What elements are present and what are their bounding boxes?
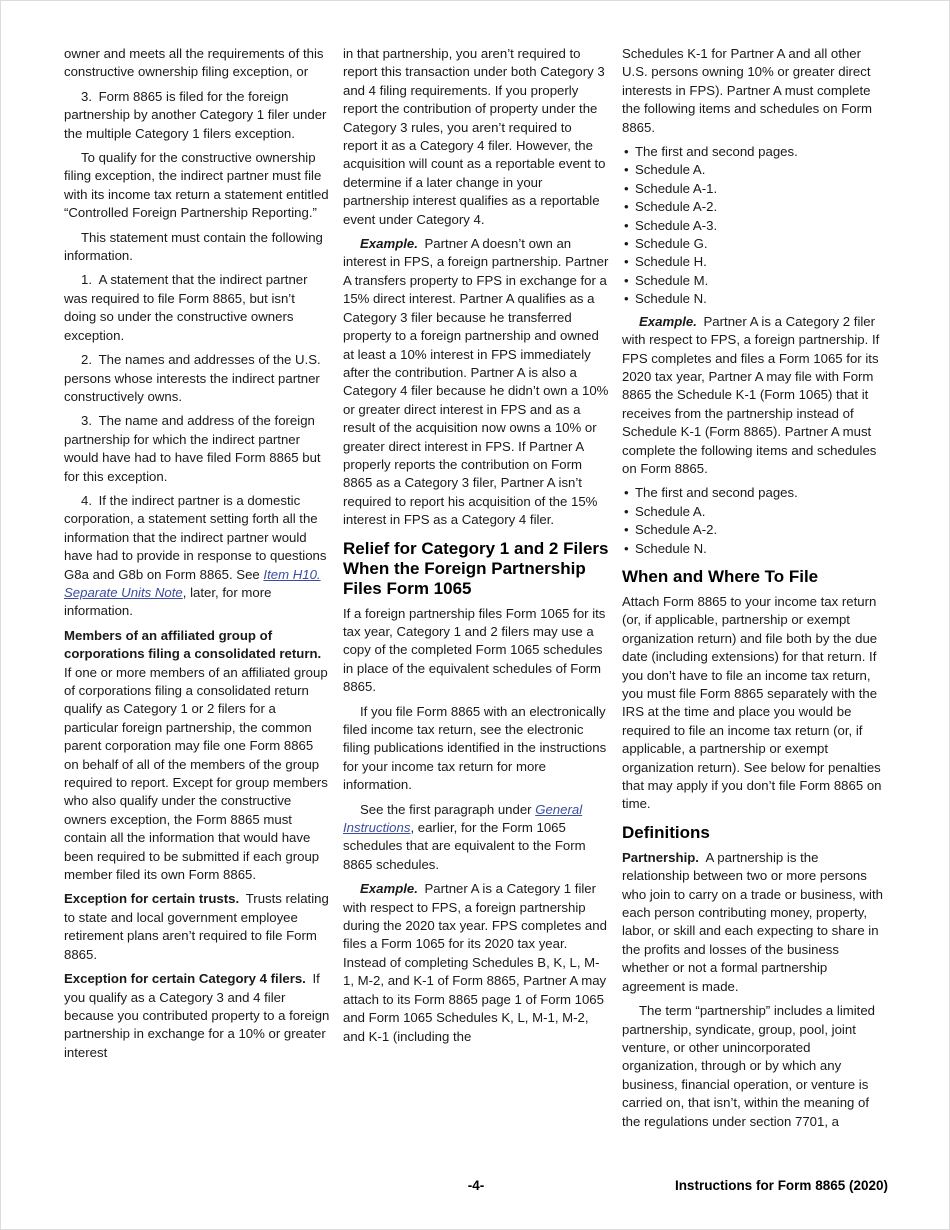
paragraph-text: Trusts relating to state and local government employee retirement plans aren’t required to file Form 8865. (64, 891, 329, 962)
paragraph: If you file Form 8865 with an electronically filed income tax return, see the electronic filing publications identified in the instructions for your income tax return for more information. (343, 703, 607, 793)
paragraph-text: 4. If the indirect partner is a domestic corporation, a statement setting forth all the information that the indirect partner would have had to provide in response to questions G8a and G8b on Form 8865. See (64, 492, 327, 582)
paragraph-text: If you qualify as a Category 3 and 4 filer because you contributed property to a foreign partnership in exchange for a 10% or greater interest (64, 971, 330, 1060)
example-paragraph (343, 235, 609, 530)
paragraph-continuation: in that partnership, you aren’t required to report this transaction under both Category 3 and 4 filing requirements. If you properly report the contribution of property under the Category 3 rules, you aren’t required to report it as a Category 4 filer. However, the acquisition will count as a reportable event to determine if a later change in your partnership interest qualifies as a reportable event under Category 4. (343, 46, 606, 227)
run-in-paragraph (622, 849, 888, 996)
paragraph-continuation: Schedules K-1 for Partner A and all other U.S. persons owning 10% or greater direct interests in FPS). Partner A must complete the following items and schedules on Form 8865. (622, 46, 872, 135)
page-footer (64, 1178, 888, 1196)
schedule-list-category-1 (622, 143, 888, 309)
list-item: • The first and second pages. (622, 484, 888, 502)
example-label: Example. (360, 881, 418, 897)
section-heading-relief: Relief for Category 1 and 2 Filers When the Foreign Partnership Files Form 1065 (343, 538, 609, 598)
list-item: • Schedule A-1. (622, 180, 888, 198)
general-instructions-link[interactable]: General Instructions (343, 801, 583, 836)
footer-document-title: Instructions for Form 8865 (2020) (674, 1178, 888, 1193)
numbered-item (64, 492, 330, 621)
run-in-heading: Exception for certain Category 4 filers. (64, 971, 306, 987)
list-item: • Schedule N. (622, 290, 888, 308)
list-item: • Schedule A-3. (622, 217, 888, 235)
column-1 (64, 45, 330, 1159)
paragraph: The term “partnership” includes a limited partnership, syndicate, group, pool, joint venture, or other unincorporated organization, through or by which any business, financial operation, or venture is carried on, that isn’t, within the meaning of the regulations under section 7701, a (622, 1003, 876, 1129)
paragraph-continuation: owner and meets all the requirements of this constructive ownership filing exception, or (64, 46, 324, 80)
paragraph: Attach Form 8865 to your income tax return (or, if applicable, partnership or exempt organization return) and file both by the due date (including extensions) for that return. If you don’t have to file an income tax return, you must file Form 8865 separately with the IRS at the time and place you would be required to file an income tax return (or, if applicable, a partnership or exempt organization return). See below for penalties that may apply if you don’t file Form 8865 on time. (622, 593, 882, 812)
list-item: • Schedule A. (622, 503, 888, 521)
example-paragraph (343, 880, 609, 1046)
numbered-item: 3. The name and address of the foreign partnership for which the indirect partner would have had to have filed Form 8865 but for this exception. (64, 413, 321, 484)
paragraph-text: Partner A doesn’t own an interest in FPS, a foreign partnership. Partner A transfers property to FPS in exchange for a 15% direct interest. Partner A qualifies as a Category 3 filer because he transferred property to a foreign partnership and owned at least a 10% interest in FPS immediately after the contribution. Partner A is also a Category 4 filer because he didn’t own a 10% or greater direct interest in FPS and as a result of the acquisition now owns a 10% or greater direct interest in FPS. If Partner A properly reports the contribution on Form 8865 as a Category 3 filer, Partner A isn’t required to report his acquisition of the 15% interest in FPS as a Category 4 filer. (343, 236, 609, 528)
list-item: • Schedule A-2. (622, 521, 888, 539)
list-item: • Schedule N. (622, 540, 888, 558)
column-3 (622, 45, 888, 1159)
paragraph-text: Partner A is a Category 1 filer with respect to FPS, a foreign partnership during the 2020 tax year. FPS completes and files a Form 1065 for its 2020 tax year. Instead of completing Schedules B, K, L, M-1, M-2, and K-1 of Form 8865, Partner A may attach to its Form 8865 page 1 of Form 1065 and Form 1065 Schedules K, L, M-1, M-2, and K-1 (including the (343, 881, 607, 1044)
run-in-paragraph (64, 970, 330, 1062)
paragraph: If a foreign partnership files Form 1065 for its tax year, Category 1 and 2 filers may use a copy of the completed Form 1065 schedules in place of the equivalent schedules of Form 8865. (343, 605, 606, 695)
run-in-paragraph (64, 627, 330, 885)
numbered-item: 2. The names and addresses of the U.S. persons whose interests the indirect partner constructively owns. (64, 352, 321, 404)
page-number: -4- (467, 1178, 485, 1193)
run-in-paragraph (64, 890, 330, 964)
paragraph-text: , earlier, for the Form 1065 schedules that are equivalent to the Form 8865 schedules. (343, 820, 586, 872)
paragraph: To qualify for the constructive ownership filing exception, the indirect partner must file with its income tax return a statement entitled “Controlled Foreign Partnership Reporting.” (64, 150, 329, 221)
paragraph-text: , later, for more information. (64, 584, 272, 619)
item-h10-separate-units-note-link[interactable]: Item H10. Separate Units Note (64, 566, 321, 600)
paragraph-text: Partner A is a Category 2 filer with respect to FPS, a foreign partnership. If FPS completes and files a Form 1065 for its 2020 tax year, Partner A may file with Form 8865 the Schedule K-1 (Form 1065) that it receives from the partnership instead of Schedule K-1 (Form 8865). Partner A must complete the following items and schedules on Form 8865. (622, 313, 880, 476)
run-in-heading: Members of an affiliated group of corporations filing a consolidated return. (64, 627, 322, 662)
section-heading-when-where-to-file: When and Where To File (622, 566, 819, 586)
paragraph-text: If one or more members of an affiliated group of corporations filing a consolidated return qualify as Category 1 or 2 filers for a particular foreign partnership, the common parent corporation may file one Form 8865 on behalf of all of the members of the group required to report. Except for group members who also qualify under the constructive owners exception, the Form 8865 must contain all the information that would have been required to be submitted if each group member filed its own Form 8865. (64, 646, 328, 883)
run-in-heading: Partnership. (622, 849, 699, 865)
numbered-item: 1. A statement that the indirect partner was required to file Form 8865, but isn’t doing so under the constructive owners exception. (64, 272, 308, 343)
schedule-list-category-2 (622, 484, 888, 558)
paragraph: This statement must contain the following information. (64, 229, 323, 264)
content-columns (64, 45, 888, 1159)
run-in-heading: Exception for certain trusts. (64, 891, 240, 907)
column-2 (343, 45, 609, 1159)
section-heading-definitions: Definitions (622, 822, 710, 842)
numbered-item: 3. Form 8865 is filed for the foreign partnership by another Category 1 filer under the multiple Category 1 filers exception. (64, 88, 327, 141)
list-item: • Schedule A. (622, 161, 888, 179)
example-label: Example. (360, 236, 418, 252)
list-item: • Schedule A-2. (622, 198, 888, 216)
paragraph-text: A partnership is the relationship between two or more persons who join to carry on a trade or business, with each person contributing money, property, labor, or skill and each expecting to share in the profits and losses of the business whether or not a formal partnership agreement is made. (622, 849, 883, 994)
list-item: • Schedule G. (622, 235, 888, 253)
example-paragraph (622, 313, 888, 479)
list-item: • The first and second pages. (622, 143, 888, 161)
paragraph-text: See the first paragraph under (360, 801, 536, 817)
example-label: Example. (639, 313, 697, 329)
list-item: • Schedule M. (622, 272, 888, 290)
list-item: • Schedule H. (622, 253, 888, 271)
paragraph (343, 801, 609, 875)
